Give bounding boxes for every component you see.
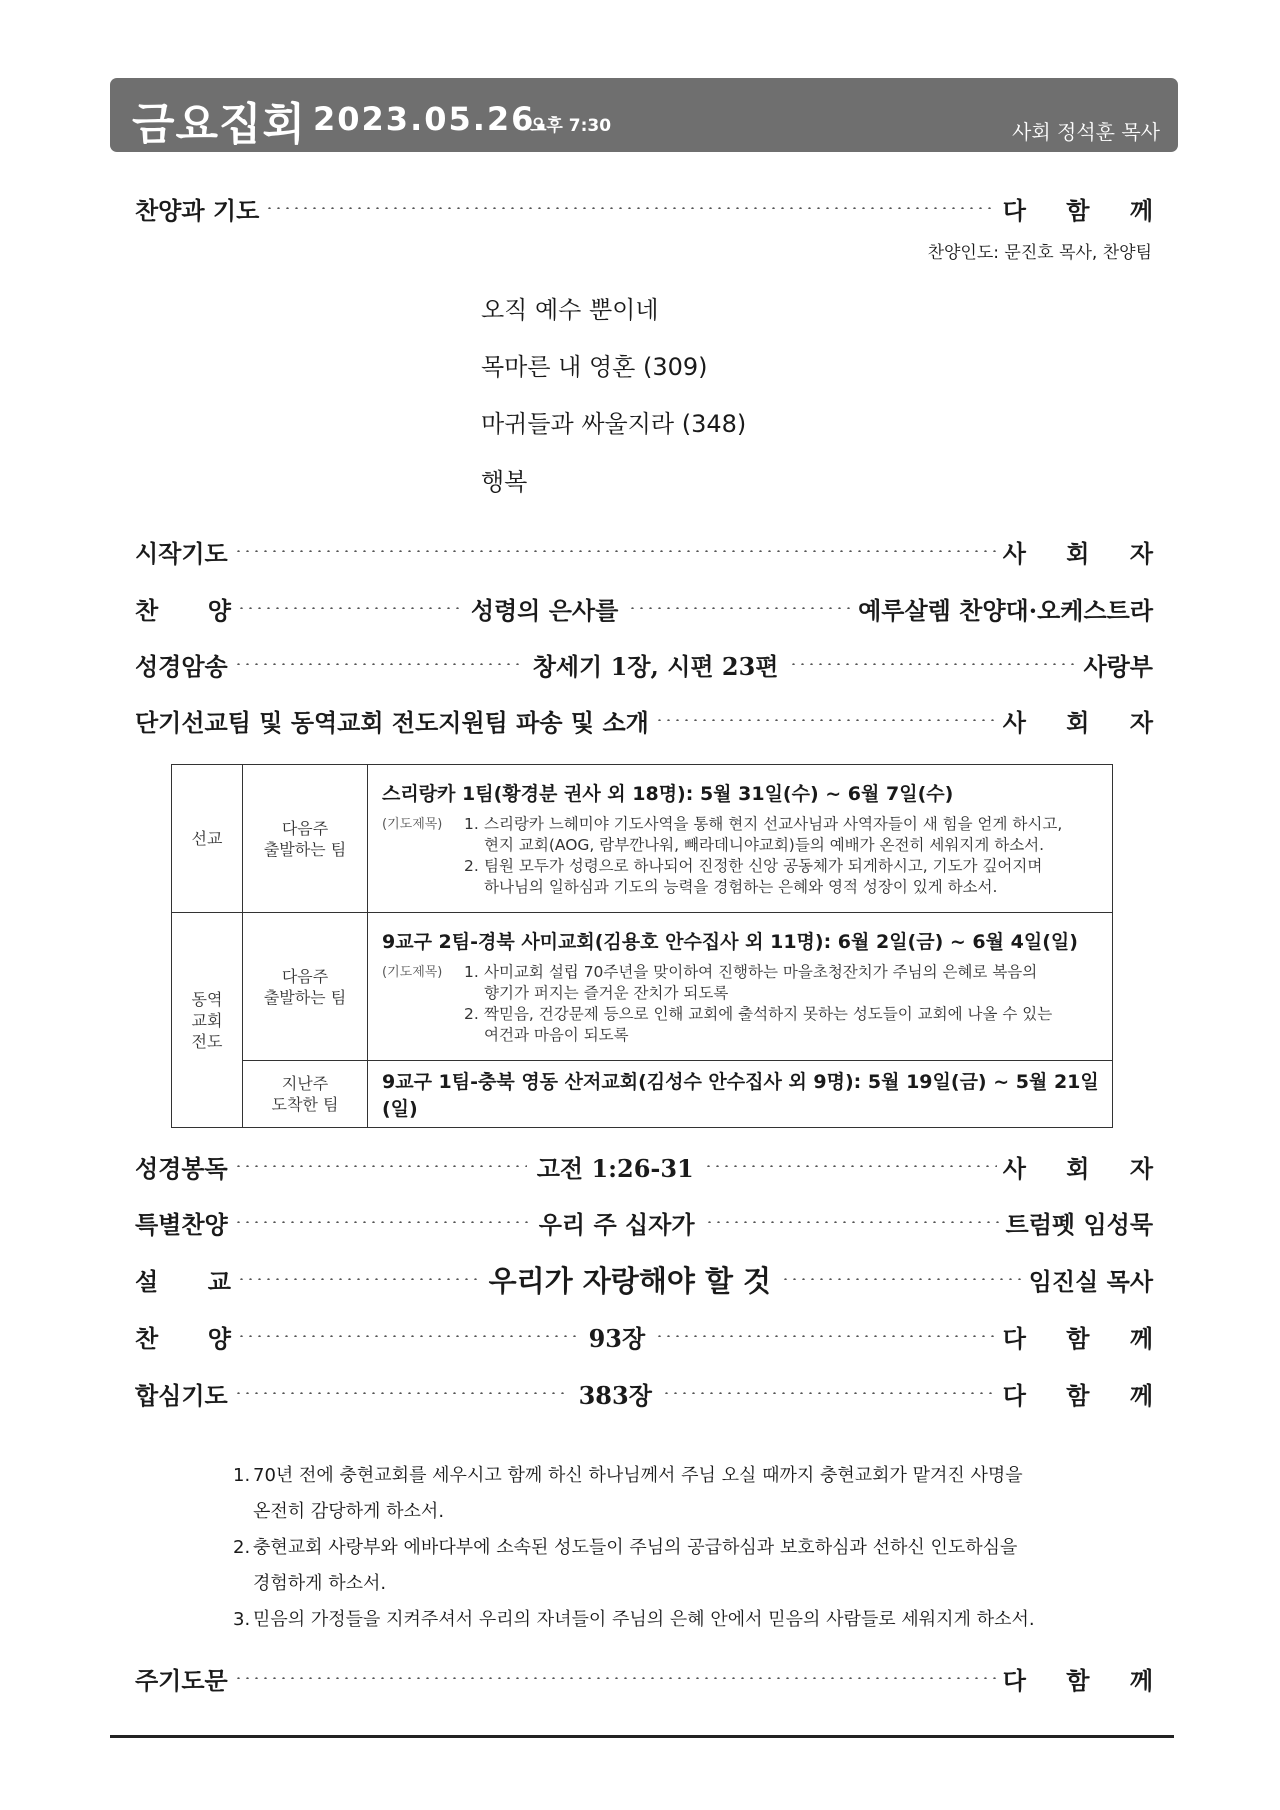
leader-dots: [237, 607, 461, 609]
item-text-line: 경험하게 하소서.: [253, 1573, 387, 1594]
order-right: 다 함 께: [1002, 195, 1169, 225]
list-item: [233, 1602, 1073, 1638]
prayer-num: 2.: [464, 857, 479, 875]
item-text: [253, 1530, 1017, 1602]
leader-dots: [705, 1221, 1000, 1223]
order-unison-prayer: [135, 1376, 1169, 1410]
leader-dots: [237, 1335, 579, 1337]
prayer-text: [484, 814, 1100, 856]
order-center: 383장: [578, 1380, 652, 1410]
group-label: 선교: [191, 829, 223, 848]
item-number: 2.: [233, 1537, 251, 1558]
prayer-line: [382, 814, 1100, 856]
order-label: 찬 양: [135, 1323, 231, 1353]
table-row: [172, 1061, 1113, 1128]
order-label: 주기도문: [135, 1665, 228, 1695]
order-center: 성령의 은사를: [470, 595, 619, 625]
prayer-items: [233, 1458, 1073, 1638]
prayer-text-line: 짝믿음, 건강문제 등으로 인해 교회에 출석하지 못하는 성도들이 교회에 나올 수 있는: [484, 1005, 1053, 1023]
header-bar: [110, 78, 1178, 152]
item-number: 1.: [233, 1465, 251, 1486]
order-label: 단기선교팀 및 동역교회 전도지원팀 파송 및 소개: [135, 707, 649, 737]
prayer-line: [382, 962, 1100, 1004]
order-right: 다 함 께: [1002, 1665, 1169, 1695]
order-right: 트럼펫 임성묵: [1005, 1209, 1154, 1239]
leader-dots: [234, 1392, 569, 1394]
group-label: 동역 교회 전도: [191, 989, 223, 1051]
mission-table: [171, 764, 1113, 1128]
order-center: 우리 주 십자가: [538, 1209, 695, 1239]
list-item: [233, 1458, 1073, 1530]
status-label: 다음주 출발하는 팀: [263, 966, 347, 1007]
praise-leader-note: 찬양인도: 문진호 목사, 찬양팀: [927, 243, 1152, 263]
order-label: 합심기도: [135, 1380, 228, 1410]
leader-dots: [234, 1165, 527, 1167]
leader-dots: [655, 719, 997, 721]
status-label: 지난주 도착한 팀: [271, 1074, 339, 1114]
order-right: 사 회 자: [1002, 707, 1169, 737]
table-row: [172, 765, 1113, 913]
leader-dots: [662, 1392, 997, 1394]
item-text-line: 충현교회 사랑부와 에바다부에 소속된 성도들이 주님의 공급하심과 보호하심과 선하신 인도하심을: [253, 1537, 1018, 1558]
order-sermon: [135, 1262, 1153, 1296]
prayer-text: [484, 962, 1100, 1004]
song-title: 오직 예수 뿐이네: [481, 296, 659, 324]
prayer-line: [382, 1004, 1100, 1046]
order-opening-prayer: [135, 534, 1169, 568]
bottom-rule: [110, 1735, 1174, 1738]
service-date: 2023.05.26.: [313, 100, 550, 138]
team-title: 스리랑카 1팀(황경분 권사 외 18명): 5월 31일(수) ~ 6월 7일(수): [382, 783, 954, 805]
prayer-num: 1.: [464, 963, 479, 981]
order-mission-intro: [135, 703, 1169, 737]
team-title: 9교구 2팀-경북 사미교회(김용호 안수집사 외 11명): 6월 2일(금) ~ 6월 4일(일): [382, 931, 1078, 953]
order-center: 창세기 1장, 시편 23편: [532, 651, 779, 681]
team-cell: [368, 913, 1113, 1061]
order-label: 설 교: [135, 1266, 231, 1296]
song-title: 행복: [481, 468, 528, 496]
leader-dots: [234, 1677, 997, 1679]
status-cell: [243, 765, 368, 913]
prayer-text-line: 사미교회 설립 70주년을 맞이하여 진행하는 마을초청잔치가 주님의 은혜로 복음의: [484, 963, 1038, 981]
order-label: 성경암송: [135, 651, 228, 681]
table-row: [172, 913, 1113, 1061]
order-label: 시작기도: [135, 538, 228, 568]
prayer-text-line: 하나님의 일하심과 기도의 능력을 경험하는 은혜와 영적 성장이 있게 하소서.: [484, 878, 998, 896]
leader-dots: [628, 607, 852, 609]
leader-dots: [704, 1165, 997, 1167]
prayer-text-line: 여건과 마음이 되도록: [484, 1026, 629, 1044]
status-cell: [243, 1061, 368, 1128]
status-cell: [243, 913, 368, 1061]
prayer-num: 2.: [464, 1005, 479, 1023]
order-label: 찬 양: [135, 595, 231, 625]
order-right: 사 회 자: [1002, 1153, 1169, 1183]
item-text: 믿음의 가정들을 지켜주셔서 우리의 자녀들이 주님의 은혜 안에서 믿음의 사람들로 세워지게 하소서.: [253, 1609, 1035, 1630]
order-praise: [135, 191, 1169, 225]
order-recitation: [135, 647, 1153, 681]
status-label: 다음주 출발하는 팀: [263, 818, 347, 859]
order-right: 다 함 께: [1002, 1323, 1170, 1353]
prayer-text-line: 팀원 모두가 성령으로 하나되어 진정한 신앙 공동체가 되게하시고, 기도가 깊어지며: [484, 857, 1043, 875]
order-label: 특별찬양: [135, 1209, 228, 1239]
order-special-song: [135, 1205, 1153, 1239]
order-hymn-2: [135, 1319, 1170, 1353]
service-time: 오후 7:30: [530, 116, 612, 136]
order-right: 다 함 께: [1002, 1380, 1169, 1410]
team-cell: [368, 1061, 1113, 1128]
order-center: 93장: [588, 1323, 646, 1353]
service-title: 금요집회: [132, 99, 307, 150]
sermon-title: 우리가 자랑해야 할 것: [488, 1263, 772, 1298]
leader-dots: [789, 663, 1078, 665]
group-cell: [172, 765, 243, 913]
team-title: 9교구 1팀-충북 영동 산저교회(김성수 안수집사 외 9명): 5월 19일(금) ~ 5월 21일(일): [382, 1071, 1099, 1120]
service-leader: 사회 정석훈 목사: [1012, 120, 1160, 144]
item-text: [253, 1458, 1023, 1530]
order-lords-prayer: [135, 1661, 1169, 1695]
order-center: 고전 1:26-31: [536, 1153, 694, 1183]
leader-dots: [265, 207, 996, 209]
prayer-num: 1.: [464, 815, 479, 833]
order-right: 사 회 자: [1002, 538, 1169, 568]
leader-dots: [237, 1278, 479, 1280]
order-right: 예루살렘 찬양대·오케스트라: [858, 595, 1154, 625]
item-text-line: 온전히 감당하게 하소서.: [253, 1501, 445, 1522]
prayer-text: [484, 856, 1100, 898]
item-number: 3.: [233, 1609, 251, 1630]
leader-dots: [234, 550, 997, 552]
order-label: 찬양과 기도: [135, 195, 260, 225]
list-item: [233, 1530, 1073, 1602]
prayer-line: [382, 856, 1100, 898]
group-cell: [172, 913, 243, 1128]
order-label: 성경봉독: [135, 1153, 228, 1183]
leader-dots: [655, 1335, 997, 1337]
prayer-text-line: 향기가 퍼지는 즐거운 잔치가 되도록: [484, 984, 729, 1002]
leader-dots: [234, 663, 523, 665]
prayer-tag: (기도제목): [382, 965, 443, 980]
prayer-tag: (기도제목): [382, 817, 443, 832]
song-title: 목마른 내 영혼 (309): [481, 353, 708, 381]
leader-dots: [234, 1221, 529, 1223]
song-title: 마귀들과 싸울지라 (348): [481, 410, 747, 438]
order-right: 사랑부: [1083, 651, 1153, 681]
prayer-text-line: 스리랑카 느헤미야 기도사역을 통해 현지 선교사님과 사역자들이 새 힘을 얻게 하시고,: [484, 815, 1063, 833]
leader-dots: [781, 1278, 1023, 1280]
order-right: 임진실 목사: [1028, 1266, 1154, 1296]
order-scripture: [135, 1149, 1169, 1183]
prayer-text: [484, 1004, 1100, 1046]
item-text-line: 70년 전에 충현교회를 세우시고 함께 하신 하나님께서 주님 오실 때까지 충현교회가 맡겨진 사명을: [253, 1465, 1023, 1486]
team-cell: [368, 765, 1113, 913]
order-hymn-1: [135, 591, 1153, 625]
prayer-text-line: 현지 교회(AOG, 람부깐나워, 빼라데니야교회)들의 예배가 온전히 세워지게 하소서.: [484, 836, 1045, 854]
